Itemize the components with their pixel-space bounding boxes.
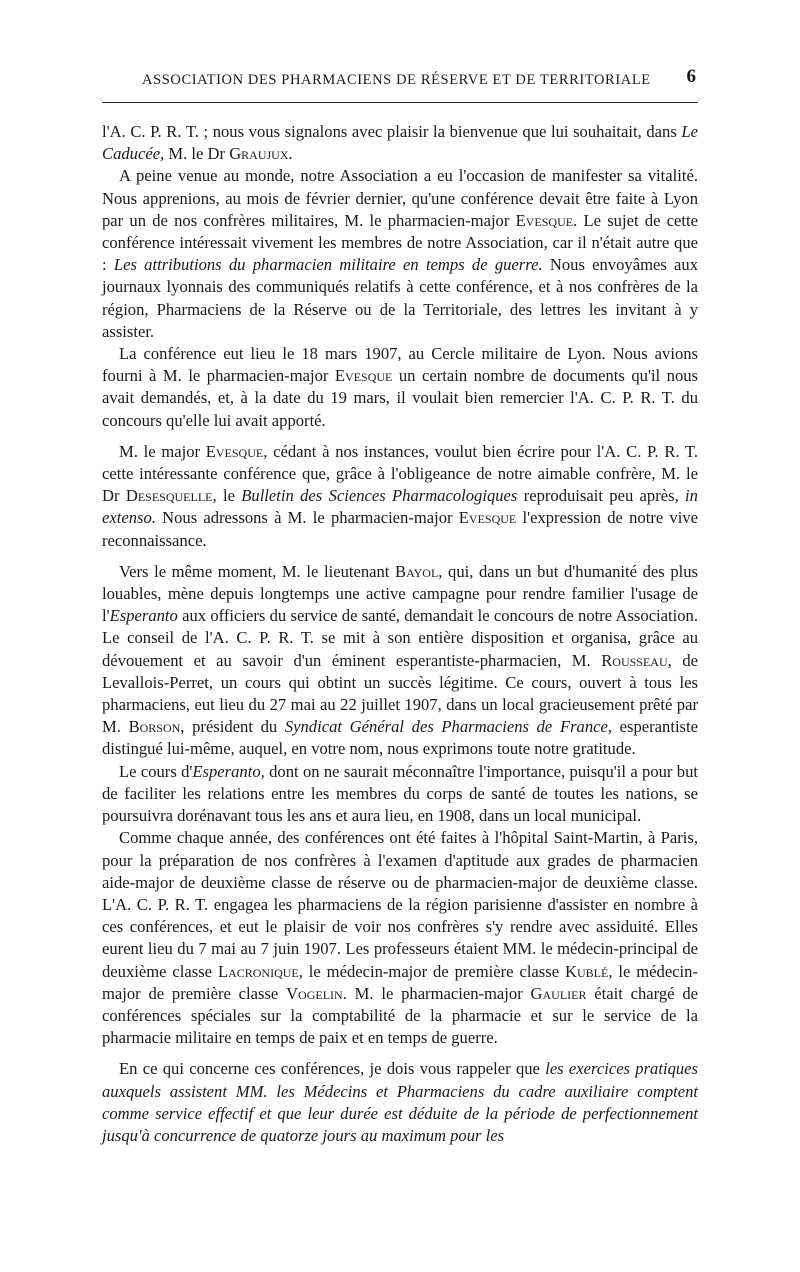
paragraph-8: En ce qui concerne ces conférences, je dois vous rappeler que les exercices pratiques auxquels assistent MM. les Médecins et Pharmaciens du cadre auxiliaire comptent comme service effectif et que leur durée est déduite de la période de perfectionnement jusqu'à concurrence de quatorze jours au maximum pour les xyxy=(102,1059,698,1145)
paragraph-3: La conférence eut lieu le 18 mars 1907, au Cercle militaire de Lyon. Nous avions fourni à M. le pharmacien-major Evesque un certain nombre de documents qu'il nous avait demandés, et, à la date du 19 mars, il voulait bien remercier l'A. C. P. R. T. du concours qu'elle lui avait apporté. xyxy=(102,344,699,430)
body-text xyxy=(102,121,698,1147)
paragraph-7: Comme chaque année, des conférences ont été faites à l'hôpital Saint-Martin, à Paris, pour la préparation de nos confrères à l'examen d'aptitude aux grades de pharmacien aide-major de deuxième classe de réserve ou de pharmacien-major de deuxième classe. L'A. C. P. R. T. engagea les pharmaciens de la région parisienne d'assister en nombre à ces conférences, et eut le plaisir de voir nos confrères s'y rendre avec assiduité. Elles eurent lieu du 7 mai au 7 juin 1907. Les professeurs étaient MM. le médecin-principal de deuxième classe Lacronique, le médecin-major de première classe Kublé, le médecin-major de première classe Vogelin. M. le pharmacien-major Gaulier était chargé de conférences spéciales sur la comptabilité de la pharmacie et sur le service de la pharmacie militaire en temps de paix et en temps de guerre. xyxy=(102,828,698,1048)
paragraph-2: A peine venue au monde, notre Association a eu l'occasion de manifester sa vitalité. Nous apprenions, au mois de février dernier, qu'une conférence devait être faite à Lyon par un de nos confrères militaires, M. le pharmacien-major Evesque. Le sujet de cette conférence intéressait vivement les membres de notre Association, car il n'était autre que : Les attributions du pharmacien militaire en temps de guerre. Nous envoyâmes aux journaux lyonnais des communiqués relatifs à cette conférence, et à nos confrères de la région, Pharmaciens de la Réserve ou de la Territoriale, des lettres les invitant à y assister. xyxy=(102,166,699,341)
header-rule xyxy=(102,102,698,103)
paragraph-6: Le cours d'Esperanto, dont on ne saurait méconnaître l'importance, puisqu'il a pour but de faciliter les relations entre les membres du corps de santé de toutes les nations, se poursuivra dorénavant tous les ans et aura lieu, en 1908, dans un local municipal. xyxy=(102,761,698,826)
page xyxy=(102,64,698,1147)
paragraph-4: M. le major Evesque, cédant à nos instances, voulut bien écrire pour l'A. C. P. R. T. cette intéressante conférence que, grâce à l'obligeance de notre aimable confrère, M. le Dr Desesquelle, le Bulletin des Sciences Pharmacologiques reproduisait peu après, in extenso. Nous adressons à M. le pharmacien-major Evesque l'expression de notre vive reconnaissance. xyxy=(102,441,699,550)
paragraph-5: Vers le même moment, M. le lieutenant Bayol, qui, dans un but d'humanité des plus louables, mène depuis longtemps une active campagne pour rendre familier l'usage de l'Esperanto aux officiers du service de santé, demandait le concours de notre Association. Le conseil de l'A. C. P. R. T. se mit à son entière disposition et organisa, grâce au dévouement et au savoir d'un éminent esperantiste-pharmacien, M. Rousseau, de Levallois-Perret, un cours qui obtint un succès légitime. Ce cours, ouvert à tous les pharmaciens, eut lieu du 27 mai au 22 juillet 1907, dans un local gracieusement prêté par M. Borson, président du Syndicat Général des Pharmaciens de France, esperantiste distingué lui-même, auquel, en votre nom, nous exprimons toute notre gratitude. xyxy=(102,561,698,759)
running-title: ASSOCIATION DES PHARMACIENS DE RÉSERVE ET DE TERRITORIALE xyxy=(142,72,651,88)
paragraph-1: l'A. C. P. R. T. ; nous vous signalons avec plaisir la bienvenue que lui souhaitait, dans Le Caducée, M. le Dr Graujux. xyxy=(102,122,698,164)
page-number: 6 xyxy=(686,66,696,87)
running-header xyxy=(102,64,698,92)
